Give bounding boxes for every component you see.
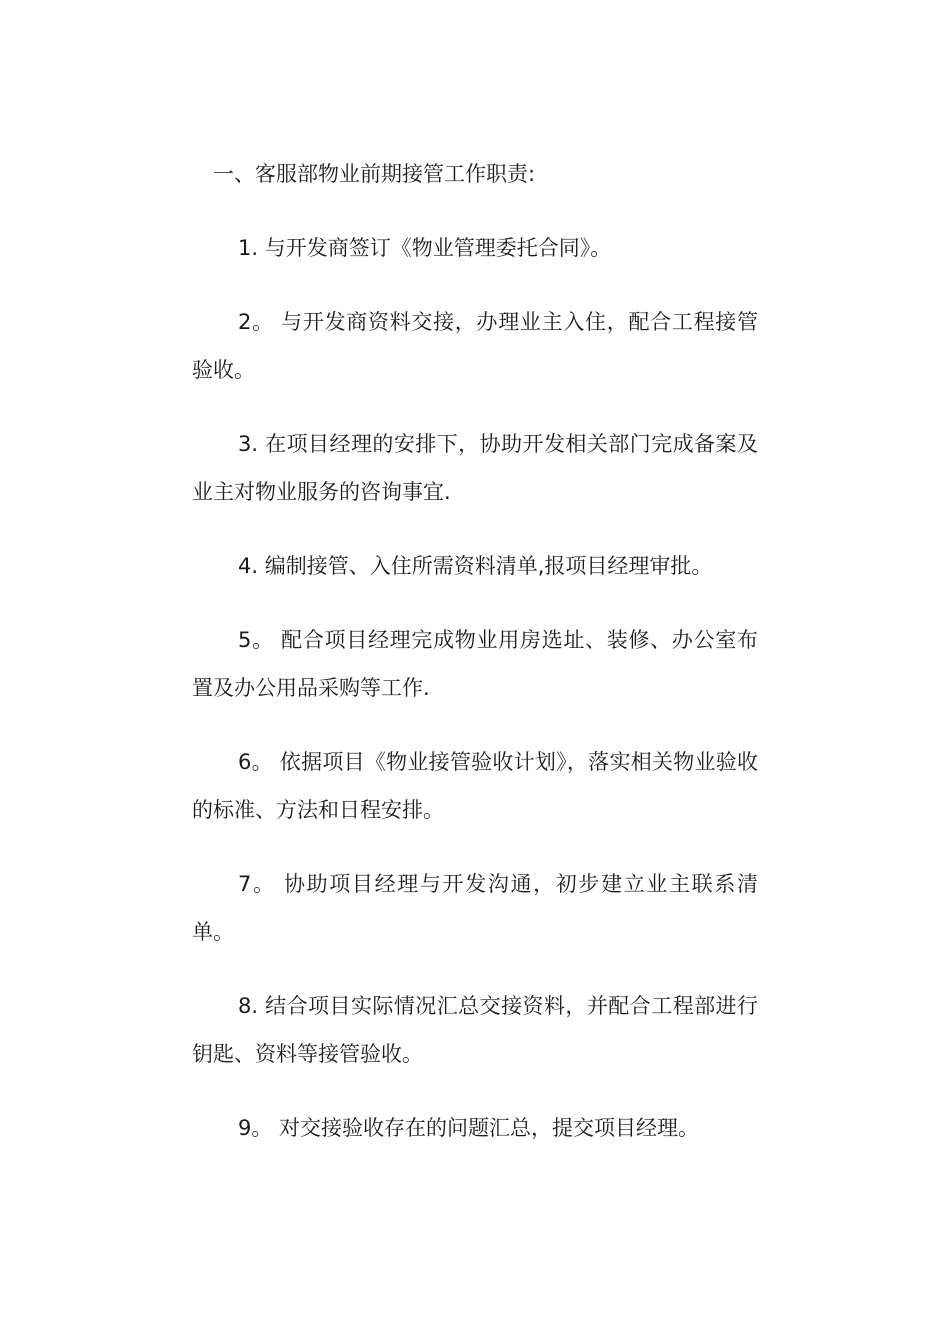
duty-item-8: 8. 结合项目实际情况汇总交接资料，并配合工程部进行钥匙、资料等接管验收。 <box>192 994 758 1066</box>
duty-item-4: 4. 编制接管、入住所需资料清单,报项目经理审批。 <box>238 554 713 578</box>
section-heading: 一、客服部物业前期接管工作职责: <box>213 162 536 186</box>
document-body <box>192 150 758 1152</box>
duty-item-5: 5。 配合项目经理完成物业用房选址、装修、办公室布置及办公用品采购等工作. <box>192 628 758 700</box>
duty-item-2: 2。 与开发商资料交接，办理业主入住，配合工程接管验收。 <box>192 310 758 382</box>
duty-item-1: 1. 与开发商签订《物业管理委托合同》。 <box>238 236 612 260</box>
duty-item-7: 7。 协助项目经理与开发沟通，初步建立业主联系清单。 <box>192 872 758 944</box>
duty-item-9: 9。 对交接验收存在的问题汇总，提交项目经理。 <box>238 1116 700 1140</box>
duty-item-6: 6。 依据项目《物业接管验收计划》，落实相关物业验收的标准、方法和日程安排。 <box>192 750 758 822</box>
duty-item-3: 3. 在项目经理的安排下，协助开发相关部门完成备案及业主对物业服务的咨询事宜. <box>192 432 758 504</box>
